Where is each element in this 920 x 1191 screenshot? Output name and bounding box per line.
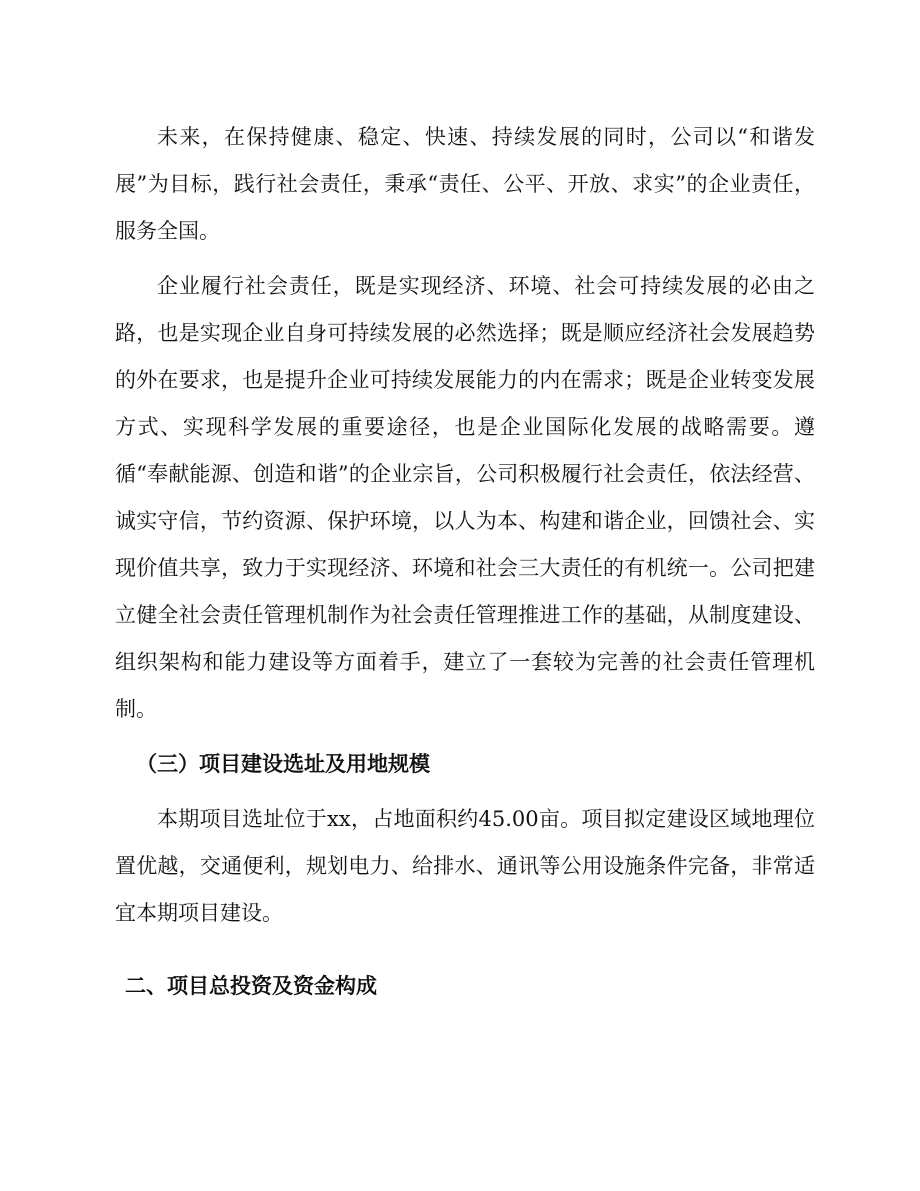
document-body bbox=[115, 114, 815, 1010]
paragraph-spacer bbox=[115, 733, 815, 741]
paragraph-future-development: 未来，在保持健康、稳定、快速、持续发展的同时，公司以“和谐发展”为目标，践行社会责任，秉承“责任、公平、开放、求实”的企业责任，服务全国。 bbox=[115, 125, 815, 243]
chapter-heading-investment: 二、项目总投资及资金构成 bbox=[125, 974, 377, 998]
paragraph-spacer bbox=[115, 788, 815, 796]
paragraph-spacer bbox=[115, 255, 815, 263]
paragraph-social-responsibility: 企业履行社会责任，既是实现经济、环境、社会可持续发展的必由之路，也是实现企业自身可持续发展的必然选择；既是顺应经济社会发展趋势的外在要求，也是提升企业可持续发展能力的内在需求；既是企业转变发展方式、实现科学发展的重要途径，也是企业国际化发展的战略需要。遵循“奉献能源、创造和谐”的企业宗旨，公司积极履行社会责任，依法经营、诚实守信，节约资源、保护环境，以人为本、构建和谐企业，回馈社会、实现价值共享，致力于实现经济、环境和社会三大责任的有机统一。公司把建立健全社会责任管理机制作为社会责任管理推进工作的基础，从制度建设、组织架构和能力建设等方面着手，建立了一套较为完善的社会责任管理机制。 bbox=[115, 274, 815, 721]
section-heading-site-selection: （三）项目建设选址及用地规模 bbox=[136, 752, 430, 776]
paragraph-site-selection: 本期项目选址位于xx，占地面积约45.00亩。项目拟定建设区域地理位置优越，交通便利，规划电力、给排水、通讯等公用设施条件完备，非常适宜本期项目建设。 bbox=[115, 807, 815, 925]
